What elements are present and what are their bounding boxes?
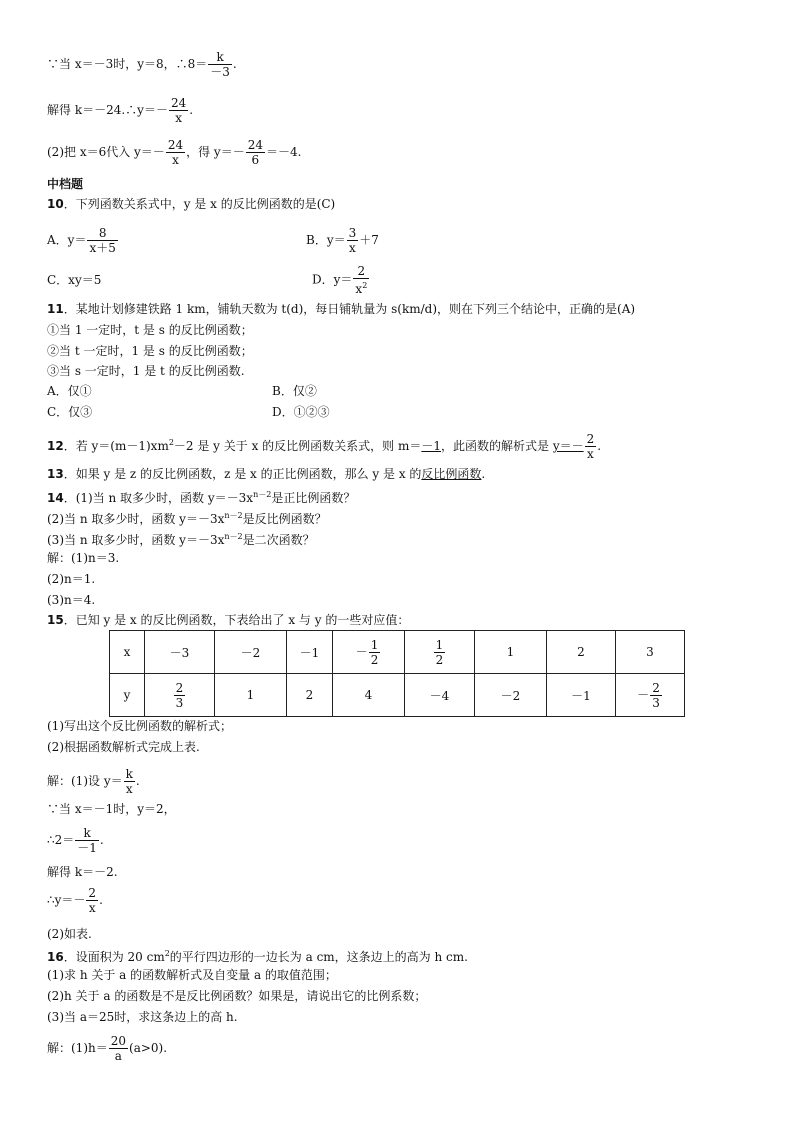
table-cell-x: －1 xyxy=(287,631,333,674)
option-label: B．y＝ xyxy=(306,233,346,247)
text: 是正比例函数？ xyxy=(271,491,356,505)
solution-15-line-6 xyxy=(47,926,92,942)
table-cell-x: 1 xyxy=(475,631,547,674)
statement-3 xyxy=(47,363,245,379)
fraction xyxy=(208,50,232,79)
numerator: k xyxy=(125,767,133,781)
table-cell-y: 1 xyxy=(215,674,287,717)
table-row-y xyxy=(110,674,685,717)
denominator: 3 xyxy=(652,695,660,710)
text: 解：(1)设 y＝ xyxy=(47,774,123,788)
table-cell-x: －3 xyxy=(145,631,215,674)
fraction xyxy=(434,638,446,667)
table-cell-x xyxy=(405,631,475,674)
fraction xyxy=(369,638,381,667)
text: ．若 y＝(m－1)xm xyxy=(63,439,169,453)
fraction xyxy=(585,432,597,461)
denominator: x xyxy=(172,153,179,167)
solution-15-line-4 xyxy=(47,864,118,880)
table-row-x xyxy=(110,631,685,674)
question-text: ．下列函数关系式中，y 是 x 的反比例函数的是(C) xyxy=(63,197,336,211)
option-label: D．y＝ xyxy=(312,272,353,287)
text: (a>0). xyxy=(129,1041,168,1055)
exponent: 2 xyxy=(168,438,174,447)
text: ①当 1 一定时，t 是 s 的反比例函数； xyxy=(47,323,253,337)
solution-15-line-5 xyxy=(47,886,103,915)
text: －2 是 y 关于 x 的反比例函数关系式，则 m＝ xyxy=(173,439,422,453)
numerator: 2 xyxy=(353,264,369,279)
text: ∵当 x＝－3时，y＝8，∴8＝ xyxy=(47,57,208,71)
numerator: 20 xyxy=(110,1034,127,1048)
numerator: 2 xyxy=(175,680,184,695)
question-10 xyxy=(47,196,335,212)
denominator: －3 xyxy=(210,65,230,79)
statement-1 xyxy=(47,322,253,338)
table-cell-y: 2 xyxy=(287,674,333,717)
question-16-part-3 xyxy=(47,1009,238,1025)
section-title: 中档题 xyxy=(47,177,84,191)
text: (3)当 n 取多少时，函数 y＝－3x xyxy=(47,533,225,547)
text: (3)当 a＝25时，求这条边上的高 h. xyxy=(47,1010,238,1024)
denominator: 3 xyxy=(175,695,184,710)
text: ∴2＝ xyxy=(47,833,75,847)
table-cell-y: －4 xyxy=(405,674,475,717)
denominator: x xyxy=(88,901,96,915)
text: 是二次函数？ xyxy=(242,533,315,547)
option-11c xyxy=(47,404,92,420)
text: ．如果 y 是 z 的反比例函数，z 是 x 的正比例函数，那么 y 是 x 的 xyxy=(63,467,422,481)
numerator: k xyxy=(75,826,99,841)
table-cell-y xyxy=(616,674,685,717)
question-12 xyxy=(47,432,601,461)
denominator: x xyxy=(587,447,594,461)
solution-15-line-2 xyxy=(47,801,176,817)
option-label: C．仅③ xyxy=(47,405,93,419)
text: 解：(1)h＝ xyxy=(47,1041,108,1055)
solution-14-2 xyxy=(47,571,95,587)
text: ∵当 x＝－1时，y＝2， xyxy=(47,802,176,816)
question-number: 16 xyxy=(47,950,64,964)
text: ②当 t 一定时，1 是 s 的反比例函数； xyxy=(47,344,253,358)
question-number: 14 xyxy=(47,491,64,505)
denominator: x xyxy=(175,111,182,125)
option-label: C．xy＝5 xyxy=(47,273,102,287)
text: (2)n＝1. xyxy=(47,572,96,586)
denominator: －1 xyxy=(77,841,97,855)
denominator-base: x xyxy=(355,282,363,296)
text: ＝－4. xyxy=(265,145,302,159)
table-cell-y: －1 xyxy=(547,674,616,717)
fraction xyxy=(166,138,185,167)
sign: － xyxy=(355,644,368,659)
question-16-part-2 xyxy=(47,988,426,1004)
question-11 xyxy=(47,301,635,317)
exponent: n－2 xyxy=(253,490,272,499)
fraction xyxy=(246,138,265,167)
text: . xyxy=(597,439,602,453)
fraction xyxy=(87,226,117,255)
solution-15-line-3 xyxy=(47,826,104,855)
solution-15-line-1 xyxy=(47,767,140,796)
text: (3)n＝4. xyxy=(47,593,96,607)
denominator: a xyxy=(114,1049,122,1063)
table-cell-x xyxy=(333,631,405,674)
text: 是反比例函数？ xyxy=(242,512,327,526)
row-header: y xyxy=(110,674,145,717)
option-10d xyxy=(312,264,370,296)
solution-14-1 xyxy=(47,550,119,566)
text: ＋7 xyxy=(359,233,379,247)
numerator: 24 xyxy=(247,138,263,152)
numerator: 24 xyxy=(167,138,184,152)
text: ．(1)当 n 取多少时，函数 y＝－3x xyxy=(63,491,254,505)
numerator: 1 xyxy=(435,637,444,652)
text: (1)写出这个反比例函数的解析式； xyxy=(47,719,232,733)
text: ③当 s 一定时，1 是 t 的反比例函数. xyxy=(47,364,245,378)
table-cell-y xyxy=(145,674,215,717)
exponent: 2 xyxy=(362,281,368,290)
question-15-part-1 xyxy=(47,718,232,734)
option-label: A．y＝ xyxy=(47,233,87,247)
numerator: 2 xyxy=(586,432,595,446)
denominator: 2 xyxy=(435,652,444,667)
question-14-part-3 xyxy=(47,529,315,548)
table-cell-y: －2 xyxy=(475,674,547,717)
numerator: 1 xyxy=(370,637,379,652)
numerator: 3 xyxy=(348,226,357,240)
solution-line-1 xyxy=(47,50,237,79)
option-10c xyxy=(47,272,101,288)
text: . xyxy=(99,833,104,847)
denominator: 2 xyxy=(370,652,379,667)
denominator xyxy=(353,279,369,296)
row-header: x xyxy=(110,631,145,674)
fraction xyxy=(174,681,186,710)
option-10a xyxy=(47,226,119,255)
question-number: 12 xyxy=(47,439,64,453)
text: ．设面积为 20 cm xyxy=(63,950,165,964)
text: (2)h 关于 a 的函数是不是反比例函数？如果是，请说出它的比例系数； xyxy=(47,989,427,1003)
text: 解得 k＝－2. xyxy=(47,865,118,879)
question-text: ．已知 y 是 x 的反比例函数，下表给出了 x 与 y 的一些对应值： xyxy=(63,613,410,627)
question-13 xyxy=(47,466,485,482)
option-label: A．仅① xyxy=(47,384,92,398)
text: . xyxy=(99,893,103,907)
text: ，此函数的解析式是 xyxy=(441,439,553,453)
question-14-part-2 xyxy=(47,508,327,527)
text: (2)当 n 取多少时，函数 y＝－3x xyxy=(47,512,225,526)
question-text: ．某地计划修建铁路 1 km，铺轨天数为 t(d)，每日铺轨量为 s(km/d)，则在下列三个结论中，正确的是(A) xyxy=(63,302,636,316)
question-number: 10 xyxy=(47,197,64,211)
exponent: n－2 xyxy=(224,511,243,520)
text: . xyxy=(481,467,486,481)
option-label: B．仅② xyxy=(272,384,317,398)
solution-line-2 xyxy=(47,96,193,125)
solution-14-3 xyxy=(47,592,95,608)
fraction xyxy=(86,886,98,915)
text: y＝－ xyxy=(552,439,584,453)
option-11a xyxy=(47,383,92,399)
sign: － xyxy=(637,687,650,702)
numerator: k xyxy=(208,50,232,65)
text: . xyxy=(189,103,194,117)
value-table xyxy=(109,630,685,717)
denominator: x xyxy=(349,241,356,255)
option-11d xyxy=(272,404,330,420)
text: (2)把 x＝6代入 y＝－ xyxy=(47,145,165,159)
table-cell-x: －2 xyxy=(215,631,287,674)
fraction xyxy=(124,767,135,796)
text: . xyxy=(232,57,237,71)
denominator: 6 xyxy=(251,153,260,167)
table-cell-x: 2 xyxy=(547,631,616,674)
question-number: 13 xyxy=(47,467,64,481)
fraction xyxy=(347,226,359,255)
answer-blank: 反比例函数 xyxy=(421,467,482,481)
numerator: 8 xyxy=(87,226,117,241)
text: ∴y＝－ xyxy=(47,893,86,907)
text: 解：(1)n＝3. xyxy=(47,551,120,565)
fraction xyxy=(169,96,188,125)
solution-16-line-1 xyxy=(47,1034,167,1063)
exponent: n－2 xyxy=(224,532,243,541)
numerator: 2 xyxy=(88,886,97,900)
option-11b xyxy=(272,383,317,399)
fraction xyxy=(650,681,662,710)
text: . xyxy=(135,774,140,788)
solution-line-3 xyxy=(47,138,301,167)
option-10b xyxy=(306,226,379,255)
denominator: x＋5 xyxy=(89,241,116,255)
option-label: D．①②③ xyxy=(272,405,330,419)
text: (1)求 h 关于 a 的函数解析式及自变量 a 的取值范围； xyxy=(47,968,337,982)
question-16 xyxy=(47,946,468,965)
fraction xyxy=(109,1034,128,1063)
section-heading xyxy=(47,176,83,192)
question-14 xyxy=(47,487,355,506)
numerator: 2 xyxy=(652,680,660,695)
answer-blank: －1 xyxy=(421,439,442,453)
text: 的平行四边形的一边长为 a cm，这条边上的高为 h cm. xyxy=(169,950,468,964)
text: 解得 k＝－24.∴y＝－ xyxy=(47,103,168,117)
question-16-part-1 xyxy=(47,967,337,983)
question-15 xyxy=(47,612,409,628)
table-cell-x: 3 xyxy=(616,631,685,674)
text: (2)根据函数解析式完成上表. xyxy=(47,740,200,754)
question-number: 11 xyxy=(47,302,64,316)
text: (2)如表. xyxy=(47,927,92,941)
denominator: x xyxy=(125,782,133,796)
statement-2 xyxy=(47,343,253,359)
text: ，得 y＝－ xyxy=(186,145,245,159)
question-15-part-2 xyxy=(47,739,200,755)
table-cell-y: 4 xyxy=(333,674,405,717)
numerator: 24 xyxy=(170,96,187,110)
fraction xyxy=(353,264,369,296)
question-number: 15 xyxy=(47,613,64,627)
exponent: 2 xyxy=(164,949,170,958)
fraction xyxy=(75,826,99,855)
answer-blank xyxy=(552,432,597,461)
